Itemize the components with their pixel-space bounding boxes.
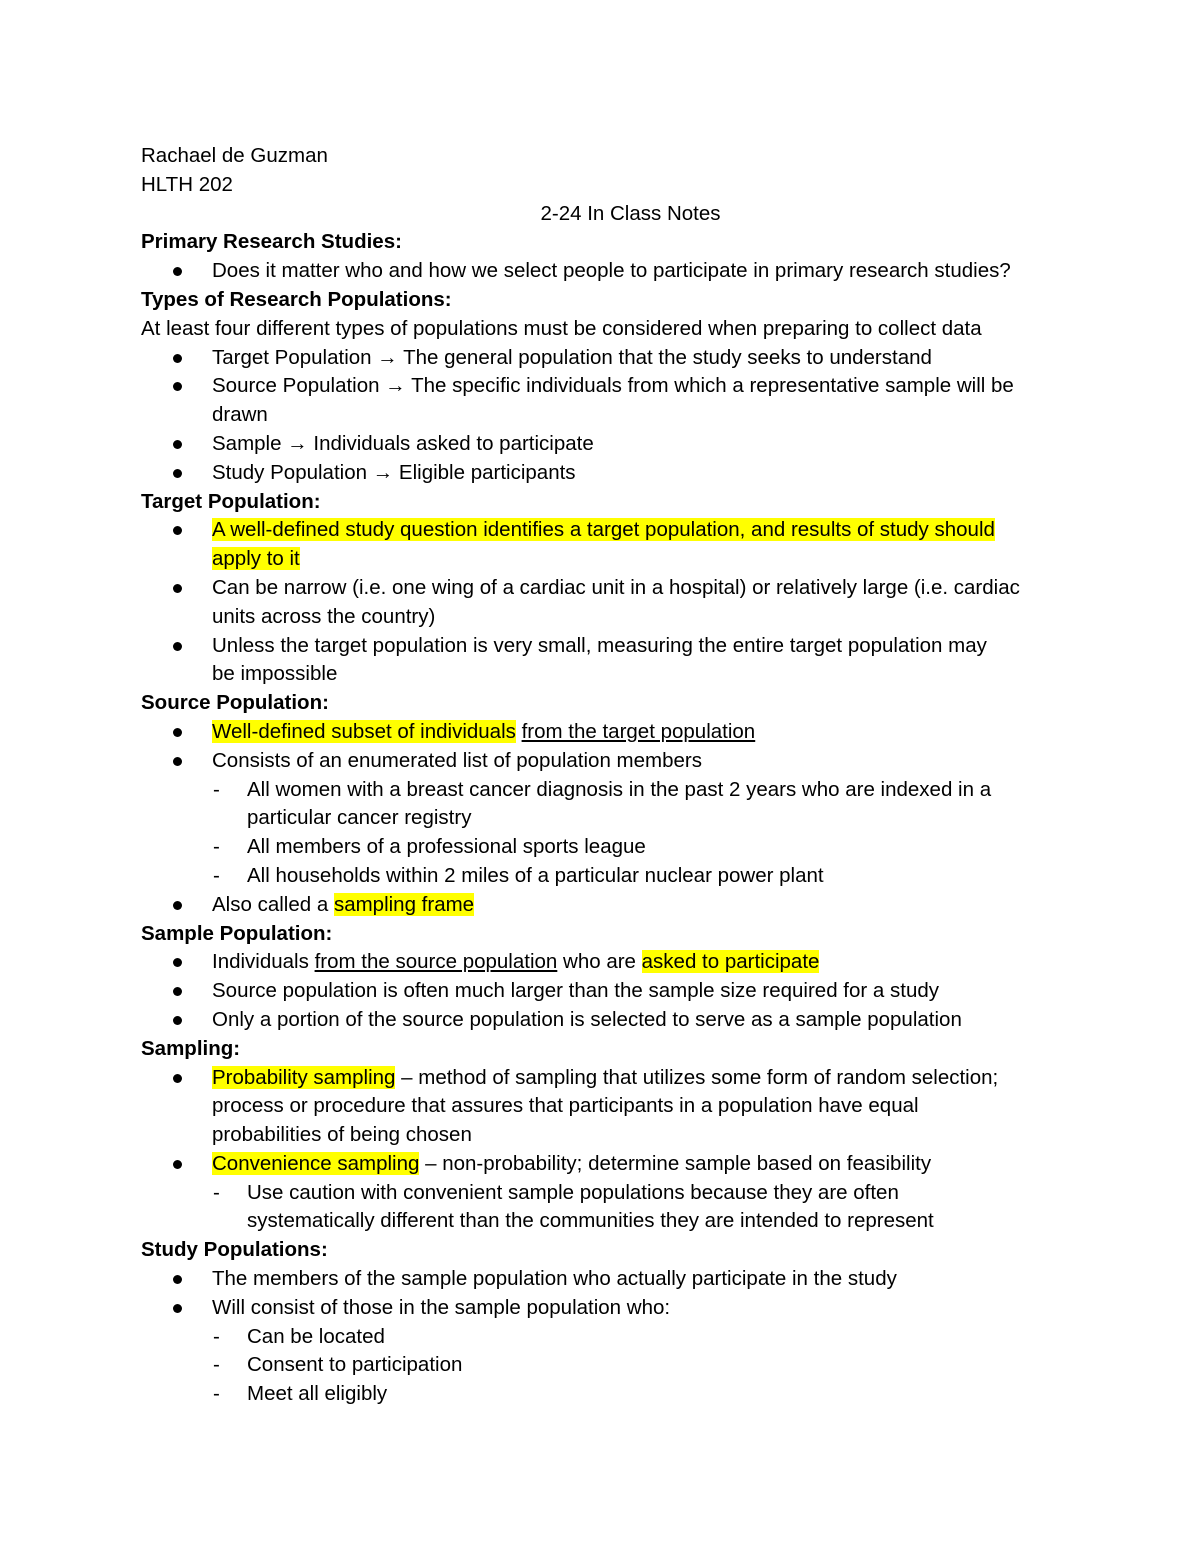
sub-list-item: - Can be located — [141, 1323, 1070, 1352]
course-code: HLTH 202 — [141, 172, 233, 196]
list-study-populations — [141, 1265, 1070, 1409]
list-item: A well-defined study question identifies a target population, and results of study should apply to it — [141, 516, 1070, 574]
list-item: Sample → Individuals asked to participate — [141, 430, 1070, 459]
list-item: Convenience sampling – non-probability; determine sample based on feasibility — [141, 1150, 1070, 1179]
author-name: Rachael de Guzman — [141, 144, 328, 167]
list-types-populations — [141, 344, 1070, 488]
arrow-icon: → — [385, 374, 406, 398]
list-item: Also called a sampling frame — [141, 891, 1070, 920]
sub-list-item: - Meet all eligibly — [141, 1380, 1070, 1409]
heading-primary-research: Primary Research Studies: — [141, 230, 402, 254]
list-source-population — [141, 718, 1070, 920]
list-item: Target Population → The general population that the study seeks to understand — [141, 344, 1070, 373]
list-item: Can be narrow (i.e. one wing of a cardiac unit in a hospital) or relatively large (i.e. cardiac units across the country) — [141, 574, 1070, 632]
list-item: Well-defined subset of individuals from the target population — [141, 718, 1070, 747]
sub-list-item: - All households within 2 miles of a particular nuclear power plant — [141, 862, 1070, 891]
document-title: 2-24 In Class Notes — [540, 201, 721, 225]
list-target-population — [141, 516, 1070, 689]
list-item: Probability sampling – method of sampling that utilizes some form of random selection; process or procedure that assures that participants in a population have equal probabilities of being chosen — [141, 1064, 1070, 1150]
list-item: Individuals from the source population who are asked to participate — [141, 948, 1070, 977]
list-item: Does it matter who and how we select people to participate in primary research studies? — [141, 257, 1070, 286]
list-item: The members of the sample population who actually participate in the study — [141, 1265, 1070, 1294]
list-sample-population — [141, 948, 1070, 1034]
sub-list-item: - All women with a breast cancer diagnosis in the past 2 years who are indexed in a particular cancer registry — [141, 776, 1070, 834]
list-primary-research — [141, 257, 1070, 286]
list-item: Study Population → Eligible participants — [141, 459, 1070, 488]
sub-list-item: - Consent to participation — [141, 1351, 1070, 1380]
sub-list-item: - Use caution with convenient sample populations because they are often systematically different than the communities they are intended to represent — [141, 1179, 1070, 1237]
list-item: Unless the target population is very small, measuring the entire target population may be impossible — [141, 632, 1070, 690]
heading-study-populations: Study Populations: — [141, 1238, 328, 1262]
arrow-icon: → — [372, 460, 394, 484]
heading-sample-population: Sample Population: — [141, 921, 333, 945]
list-item: Will consist of those in the sample population who: — [141, 1294, 1070, 1323]
types-intro: At least four different types of populations must be considered when preparing to collect data — [141, 316, 982, 340]
arrow-icon: → — [377, 345, 398, 369]
sub-list-item: - All members of a professional sports league — [141, 833, 1070, 862]
heading-target-population: Target Population: — [141, 489, 321, 513]
list-item: Consists of an enumerated list of population members — [141, 747, 1070, 776]
heading-types-populations: Types of Research Populations: — [141, 287, 452, 311]
arrow-icon: → — [287, 431, 308, 455]
heading-source-population: Source Population: — [141, 691, 329, 715]
list-item: Source population is often much larger than the sample size required for a study — [141, 977, 1070, 1006]
heading-sampling: Sampling: — [141, 1036, 241, 1060]
list-item: Source Population → The specific individuals from which a representative sample will be drawn — [141, 372, 1070, 430]
list-sampling — [141, 1064, 1070, 1237]
list-item: Only a portion of the source population is selected to serve as a sample population — [141, 1006, 1070, 1035]
